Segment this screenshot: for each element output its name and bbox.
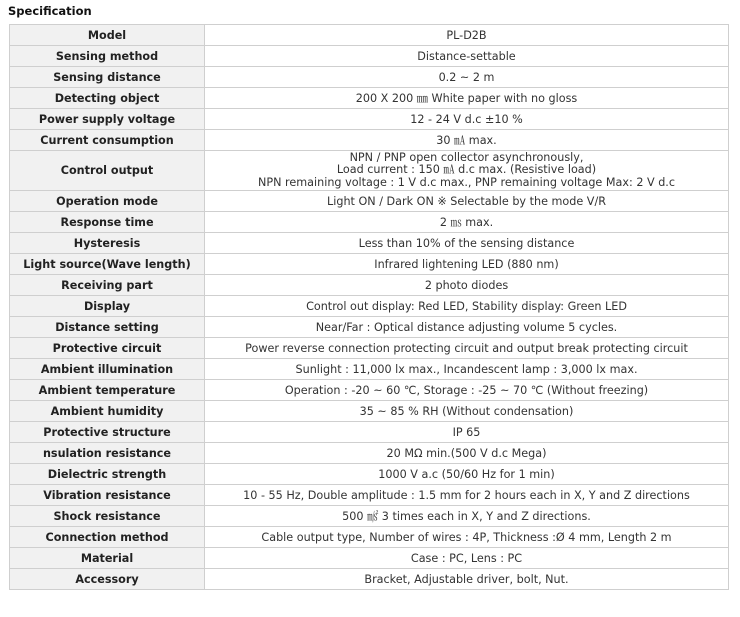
row-label: Vibration resistance — [10, 485, 205, 506]
value-line: NPN remaining voltage : 1 V d.c max., PNP remaining voltage Max: 2 V d.c — [257, 175, 676, 189]
row-label: Power supply voltage — [10, 109, 205, 130]
table-row — [10, 422, 729, 443]
table-row — [10, 380, 729, 401]
table-row — [10, 151, 729, 191]
table-row — [10, 67, 729, 88]
row-value: 30 ㎃ max. — [205, 130, 729, 151]
row-label: Sensing method — [10, 46, 205, 67]
table-row — [10, 485, 729, 506]
row-label: nsulation resistance — [10, 443, 205, 464]
row-value-multiline — [205, 151, 729, 191]
row-value: 35 ~ 85 % RH (Without condensation) — [205, 401, 729, 422]
table-row — [10, 46, 729, 67]
row-label: Shock resistance — [10, 506, 205, 527]
row-value: Light ON / Dark ON ※ Selectable by the mode V/R — [205, 191, 729, 212]
row-value: PL-D2B — [205, 25, 729, 46]
table-row — [10, 569, 729, 590]
table-row — [10, 443, 729, 464]
row-value: Bracket, Adjustable driver, bolt, Nut. — [205, 569, 729, 590]
value-line: NPN / PNP open collector asynchronously, — [349, 150, 584, 164]
row-label: Connection method — [10, 527, 205, 548]
table-row — [10, 359, 729, 380]
row-value: Control out display: Red LED, Stability display: Green LED — [205, 296, 729, 317]
spec-table — [9, 24, 729, 590]
row-label: Model — [10, 25, 205, 46]
row-value: 2 photo diodes — [205, 275, 729, 296]
row-label: Display — [10, 296, 205, 317]
row-label: Ambient humidity — [10, 401, 205, 422]
row-value: Operation : -20 ~ 60 ℃, Storage : -25 ~ 70 ℃ (Without freezing) — [205, 380, 729, 401]
table-row — [10, 527, 729, 548]
row-value: Cable output type, Number of wires : 4P, Thickness :Ø 4 mm, Length 2 m — [205, 527, 729, 548]
row-label: Material — [10, 548, 205, 569]
row-label: Ambient temperature — [10, 380, 205, 401]
row-value: 10 - 55 Hz, Double amplitude : 1.5 mm for 2 hours each in X, Y and Z directions — [205, 485, 729, 506]
row-value: IP 65 — [205, 422, 729, 443]
table-row — [10, 88, 729, 109]
table-row — [10, 25, 729, 46]
row-label: Response time — [10, 212, 205, 233]
row-value: Distance-settable — [205, 46, 729, 67]
row-value: Less than 10% of the sensing distance — [205, 233, 729, 254]
table-row — [10, 191, 729, 212]
table-row — [10, 464, 729, 485]
row-label: Light source(Wave length) — [10, 254, 205, 275]
row-value: 0.2 ~ 2 m — [205, 67, 729, 88]
row-value: Power reverse connection protecting circuit and output break protecting circuit — [205, 338, 729, 359]
table-row — [10, 109, 729, 130]
table-row — [10, 506, 729, 527]
row-value: 200 X 200 ㎜ White paper with no gloss — [205, 88, 729, 109]
row-label: Dielectric strength — [10, 464, 205, 485]
table-row — [10, 317, 729, 338]
table-row — [10, 296, 729, 317]
row-label: Control output — [10, 151, 205, 191]
row-value: Near/Far : Optical distance adjusting volume 5 cycles. — [205, 317, 729, 338]
row-value: Case : PC, Lens : PC — [205, 548, 729, 569]
row-label: Detecting object — [10, 88, 205, 109]
row-label: Protective structure — [10, 422, 205, 443]
row-label: Receiving part — [10, 275, 205, 296]
row-value: 20 MΩ min.(500 V d.c Mega) — [205, 443, 729, 464]
table-row — [10, 548, 729, 569]
row-value: Sunlight : 11,000 lx max., Incandescent lamp : 3,000 lx max. — [205, 359, 729, 380]
row-label: Hysteresis — [10, 233, 205, 254]
row-label: Distance setting — [10, 317, 205, 338]
row-label: Accessory — [10, 569, 205, 590]
section-title: Specification — [8, 4, 92, 18]
row-value: 500 ㎨ 3 times each in X, Y and Z directions. — [205, 506, 729, 527]
row-label: Sensing distance — [10, 67, 205, 88]
row-label: Operation mode — [10, 191, 205, 212]
table-row — [10, 254, 729, 275]
table-row — [10, 338, 729, 359]
table-row — [10, 233, 729, 254]
table-row — [10, 130, 729, 151]
row-value: Infrared lightening LED (880 nm) — [205, 254, 729, 275]
row-value: 12 - 24 V d.c ±10 % — [205, 109, 729, 130]
row-label: Ambient illumination — [10, 359, 205, 380]
table-row — [10, 401, 729, 422]
row-value: 1000 V a.c (50/60 Hz for 1 min) — [205, 464, 729, 485]
table-row — [10, 212, 729, 233]
value-line: Load current : 150 ㎃ d.c max. (Resistive load) — [336, 163, 597, 177]
table-row — [10, 275, 729, 296]
row-label: Current consumption — [10, 130, 205, 151]
row-label: Protective circuit — [10, 338, 205, 359]
row-value: 2 ㎳ max. — [205, 212, 729, 233]
